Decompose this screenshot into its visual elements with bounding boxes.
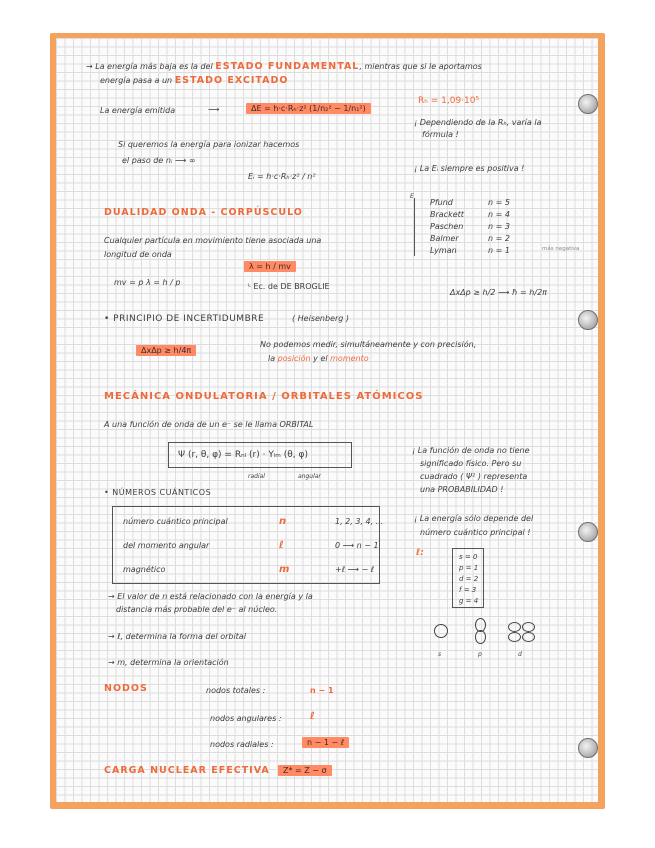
series-axis-line [414, 198, 415, 256]
series-n: n = 5 [488, 198, 510, 207]
numeros-table [112, 506, 384, 584]
ionize-formula: Eᵢ = h·c·Rₕ·z² / n² [248, 172, 316, 181]
intro-line-1: → La energía más baja es la del ESTADO FUNDAMENTAL, mientras que si le aportamos [86, 61, 482, 72]
arrow-n-line-2: distancia más probable del e⁻ al núcleo. [116, 605, 278, 614]
debroglie-label: ᴸ Ec. de DE BROGLIE [248, 282, 330, 291]
binder-ring-1 [578, 94, 598, 114]
dualidad-line-1: Cualquier partícula en movimiento tiene asociada una [104, 236, 322, 245]
psi-note-2: significado físico. Pero su [420, 459, 522, 468]
d-orbital-lobe-2-icon [522, 622, 535, 632]
l-value: d = 2 [459, 575, 479, 583]
d-orbital-lobe-4-icon [522, 632, 535, 642]
lambda-formula: λ = h / mv [244, 262, 296, 272]
emitted-formula: ΔE = h·c·Rₕ·z² (1/n₂² − 1/n₁²) [246, 104, 371, 114]
arrow-m: → m, determina la orientación [108, 658, 229, 667]
orbital-label-s: s [438, 651, 442, 658]
ionize-line-2: el paso de nᵢ ⟶ ∞ [122, 156, 196, 165]
l-label: ℓ: [416, 548, 424, 558]
quantum-number-name: del momento angular [123, 541, 210, 550]
intro-line-2: energía pasa a un ESTADO EXCITADO [100, 75, 289, 86]
psi-formula: Ψ (r, θ, φ) = Rₙₗ (r) · Yₗₘ (θ, φ) [178, 450, 308, 460]
series-side-note: más negativa [542, 246, 580, 252]
series-name: Lyman [430, 246, 457, 255]
quantum-number-name: número cuántico principal [123, 517, 228, 526]
notebook-sheet [56, 38, 598, 802]
s-orbital-icon [434, 624, 448, 638]
hbar-formula: ΔxΔp ≥ h/2 ⟶ ħ = h/2π [450, 288, 547, 297]
l-value: g = 4 [459, 597, 479, 605]
mecanica-title: MECÁNICA ONDULATORIA / ORBITALES ATÓMICOS [104, 391, 424, 402]
angular-label: angular [298, 473, 321, 480]
carga-title: CARGA NUCLEAR EFECTIVA [104, 765, 270, 776]
nodos-rad-value: n − 1 − ℓ [302, 738, 349, 748]
orbital-line: A una función de onda de un e⁻ se le llama ORBITAL [104, 420, 314, 429]
energy-note-1: ¡ La energía sólo depende del [414, 514, 534, 523]
p-orbital-lobe-bottom-icon [475, 630, 486, 644]
psi-note-4: una PROBABILIDAD ! [420, 485, 504, 494]
rh-note-2: fórmula ! [422, 130, 459, 139]
d-orbital-lobe-3-icon [508, 632, 521, 642]
radial-label: radial [248, 473, 265, 480]
psi-note-1: ¡ La función de onda no tiene [412, 446, 530, 455]
series-n: n = 2 [488, 234, 510, 243]
incert-title: • PRINCIPIO DE INCERTIDUMBRE [104, 314, 265, 324]
quantum-number-symbol: ℓ [279, 540, 284, 551]
nodos-ang-value: ℓ [310, 711, 315, 722]
emitted-arrow: ⟶ [208, 105, 220, 114]
quantum-number-name: magnético [123, 565, 166, 574]
incert-formula: ΔxΔp ≥ h/4π [136, 346, 196, 356]
carga-formula: Z* = Z − σ [278, 766, 332, 776]
orbital-label-p: p [478, 651, 482, 658]
nodos-total-value: n − 1 [310, 686, 334, 695]
emitted-label: La energía emitida [100, 106, 176, 115]
series-name: Pfund [430, 198, 453, 207]
quantum-number-range: +ℓ ⟶ − ℓ [335, 565, 375, 574]
incert-text-2: la posición y el momento [268, 354, 369, 363]
binder-ring-3 [578, 522, 598, 542]
series-name: Brackett [430, 210, 464, 219]
dualidad-line-2: longitud de onda [104, 250, 172, 259]
orbital-label-d: d [518, 651, 522, 658]
quantum-number-symbol: n [279, 516, 287, 527]
series-name: Paschen [430, 222, 464, 231]
arrow-l: → ℓ, determina la forma del orbital [108, 632, 246, 641]
rh-note-1: ¡ Dependiendo de la Rₕ, varía la [414, 118, 542, 127]
incert-author: ( Heisenberg ) [292, 314, 350, 323]
nodos-total-label: nodos totales : [206, 686, 266, 695]
series-n: n = 1 [488, 246, 510, 255]
binder-ring-4 [578, 738, 598, 758]
ei-note: ¡ La Eᵢ siempre es positiva ! [414, 164, 525, 173]
series-n: n = 3 [488, 222, 510, 231]
l-value: f = 3 [459, 586, 477, 594]
quantum-number-range: 0 ⟶ n − 1 [335, 541, 379, 550]
energy-note-2: número cuántico principal ! [420, 528, 531, 537]
series-name: Balmer [430, 234, 459, 243]
series-n: n = 4 [488, 210, 510, 219]
l-value: p = 1 [459, 564, 479, 572]
psi-note-3: cuadrado ( Ψ² ) representa [420, 472, 528, 481]
series-axis-label: E [410, 193, 414, 200]
nodos-rad-label: nodos radiales : [210, 740, 274, 749]
rh-formula: Rₕ = 1,09·10⁵ [418, 96, 480, 106]
l-values-box [452, 548, 484, 608]
ionize-line-1: Si queremos la energía para ionizar hacemos [118, 140, 300, 149]
nodos-ang-label: nodos angulares : [210, 714, 282, 723]
nodos-title: NODOS [104, 683, 148, 694]
dualidad-title: DUALIDAD ONDA - CORPÚSCULO [104, 207, 303, 218]
binder-ring-2 [578, 310, 598, 330]
d-orbital-lobe-1-icon [508, 622, 521, 632]
quantum-number-symbol: m [279, 564, 290, 575]
quantum-number-range: 1, 2, 3, 4, ... [335, 517, 384, 526]
arrow-n-line-1: → El valor de n está relacionado con la energía y la [108, 592, 313, 601]
incert-text-1: No podemos medir, simultáneamente y con precisión, [260, 340, 477, 349]
mv-formula: mv = p λ = h / p [114, 278, 181, 287]
numeros-title: • NÚMEROS CUÁNTICOS [104, 488, 212, 497]
l-value: s = 0 [459, 553, 478, 561]
